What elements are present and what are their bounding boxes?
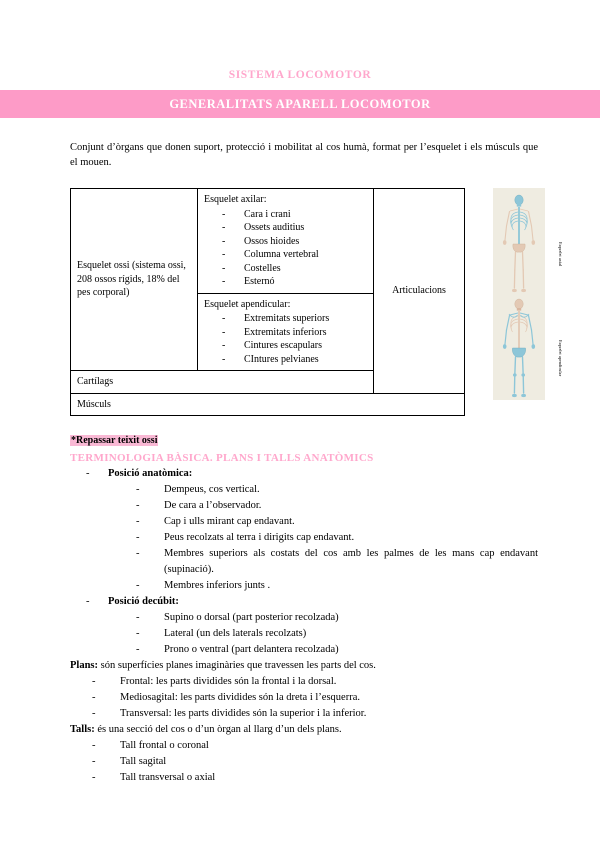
apendicular-list (204, 312, 367, 366)
posicio-anatomica-title: Posició anatòmica: (108, 468, 193, 479)
anatomica-sublist (108, 482, 538, 594)
banner-title: GENERALITATS APARELL LOCOMOTOR (169, 96, 431, 111)
list-item: - Lateral (un dels laterals recolzats) (136, 626, 538, 642)
list-item: - Esternó (222, 275, 367, 289)
cell-articulacions: Articulacions (374, 189, 465, 394)
talls-list (70, 738, 538, 786)
terminology-heading: TERMINOLOGIA BÀSICA. PLANS I TALLS ANATÒMICS (70, 452, 374, 464)
skeleton-figure (493, 188, 562, 400)
decubit-sublist (108, 610, 538, 658)
list-item: - CIntures pelvianes (222, 353, 367, 367)
list-item: - Columna vertebral (222, 248, 367, 262)
list-item: - Extremitats superiors (222, 312, 367, 326)
table-row (71, 393, 465, 416)
axilar-list (204, 208, 367, 289)
talls-label: Talls: (70, 724, 95, 735)
locomotor-table (70, 188, 465, 416)
plans-list (70, 674, 538, 722)
list-item: - Peus recolzats al terra i dirigits cap endavant. (136, 530, 538, 546)
cell-esquelet-ossi: Esquelet ossi (sistema ossi, 208 ossos rígids, 18% del pes corporal) (71, 189, 198, 371)
list-item: - Cara i crani (222, 208, 367, 222)
skeleton-diagram-icon (493, 188, 545, 400)
repassar-line (70, 430, 538, 448)
cell-esquelet-axilar (198, 189, 374, 294)
list-item: - Mediosagital: les parts dividides són la dreta i l’esquerra. (92, 690, 538, 706)
repassar-highlight: *Repassar teixit ossi (71, 435, 158, 446)
cell-esquelet-apendicular (198, 293, 374, 371)
list-item: - Tall sagital (92, 754, 538, 770)
talls-paragraph (70, 722, 538, 738)
plans-label: Plans: (70, 660, 99, 671)
plans-paragraph (70, 658, 538, 674)
list-item: - Extremitats inferiors (222, 326, 367, 340)
cell-musculs: Músculs (71, 393, 465, 416)
list-item: - Costelles (222, 262, 367, 276)
list-item: - Cap i ulls mirant cap endavant. (136, 514, 538, 530)
list-item-posicio-anatomica (80, 466, 538, 594)
cell-cartilags: Cartílags (71, 371, 374, 394)
figure-label-axial: Esquelet axial (558, 242, 562, 267)
table-row (71, 189, 465, 294)
list-item: - Membres inferiors junts . (136, 578, 538, 594)
plans-text: són superfícies planes imaginàries que travessen les parts del cos. (98, 660, 376, 671)
list-item-posicio-decubit (80, 594, 538, 658)
section-banner (0, 90, 600, 118)
list-item: - Tall transversal o axial (92, 770, 538, 786)
table-and-figure (70, 188, 562, 416)
posicio-decubit-title: Posició decúbit: (108, 596, 179, 607)
list-item: - Ossets auditius (222, 221, 367, 235)
list-item: - De cara a l’observador. (136, 498, 538, 514)
terminology-section (70, 430, 538, 786)
list-item: - Transversal: les parts dividides són la superior i la inferior. (92, 706, 538, 722)
list-item: - Prono o ventral (part delantera recolzada) (136, 642, 538, 658)
list-item: - Cintures escapulars (222, 339, 367, 353)
list-item: - Tall frontal o coronal (92, 738, 538, 754)
list-item: - Membres superiors als costats del cos amb les palmes de les mans cap endavant (supinació). (136, 546, 538, 578)
figure-label-appendicular: Esquelet apendicular (558, 340, 562, 377)
positions-list (70, 466, 538, 658)
intro-paragraph: Conjunt d’òrgans que donen suport, protecció i mobilitat al cos humà, format per l’esquelet i els músculs que el mouen. (70, 142, 538, 168)
axilar-title: Esquelet axilar: (204, 194, 267, 205)
list-item: - Supino o dorsal (part posterior recolzada) (136, 610, 538, 626)
talls-text: és una secció del cos o d’un òrgan al llarg d’un dels plans. (94, 724, 342, 735)
list-item: - Ossos hioides (222, 235, 367, 249)
page-title: SISTEMA LOCOMOTOR (228, 69, 372, 81)
document-content (0, 140, 600, 786)
apendicular-title: Esquelet apendicular: (204, 298, 291, 310)
list-item: - Dempeus, cos vertical. (136, 482, 538, 498)
list-item: - Frontal: les parts dividides són la frontal i la dorsal. (92, 674, 538, 690)
